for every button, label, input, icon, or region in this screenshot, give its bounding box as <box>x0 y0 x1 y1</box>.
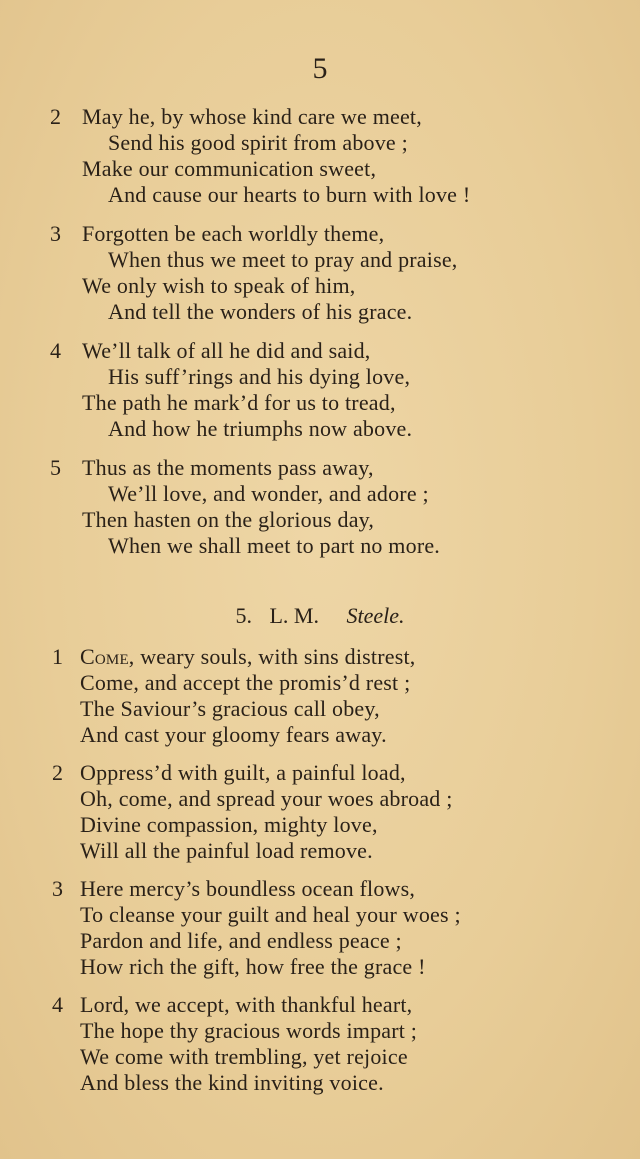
verse-line: Make our communication sweet, <box>82 156 377 181</box>
verse-line: Then hasten on the glorious day, <box>82 507 375 532</box>
verse-line: May he, by whose kind care we meet, <box>82 104 422 129</box>
verse-number: 2 <box>50 104 61 129</box>
verse-line: Come, and accept the promis’d rest ; <box>80 670 411 695</box>
verse-line: The Saviour’s gracious call obey, <box>80 696 380 721</box>
verse-line: And tell the wonders of his grace. <box>108 299 413 324</box>
verse-line: Will all the painful load remove. <box>80 838 373 863</box>
verse-line <box>80 644 416 670</box>
verse-line: When thus we meet to pray and praise, <box>108 247 458 272</box>
verse-line: Oppress’d with guilt, a painful load, <box>80 760 406 785</box>
hymn-number: 5. <box>235 603 252 628</box>
verse-line: We only wish to speak of him, <box>82 273 356 298</box>
verse-line: Pardon and life, and endless peace ; <box>80 928 402 953</box>
verse-line: The hope thy gracious words impart ; <box>80 1018 418 1043</box>
verse-line: Thus as the moments pass away, <box>82 455 374 480</box>
verse-line: And bless the kind inviting voice. <box>80 1070 384 1095</box>
verse-line: Send his good spirit from above ; <box>108 130 408 155</box>
verse-number: 3 <box>50 221 61 246</box>
verse-number: 4 <box>52 992 63 1017</box>
verse-line: We’ll love, and wonder, and adore ; <box>108 481 429 506</box>
verse-number: 2 <box>52 760 63 785</box>
hymn-author: Steele. <box>346 603 405 628</box>
verse-line: We come with trembling, yet rejoice <box>80 1044 408 1069</box>
hymn-meter: L. M. <box>269 603 319 628</box>
verse-line: Forgotten be each worldly theme, <box>82 221 385 246</box>
verse-line: The path he mark’d for us to tread, <box>82 390 396 415</box>
verse-line: Divine compassion, mighty love, <box>80 812 378 837</box>
page-number: 5 <box>312 52 328 85</box>
verse-line: When we shall meet to part no more. <box>108 533 441 558</box>
verse-number: 5 <box>50 455 61 480</box>
verse-line: Oh, come, and spread your woes abroad ; <box>80 786 453 811</box>
verse-line: And how he triumphs now above. <box>108 416 413 441</box>
verse-number: 4 <box>50 338 61 363</box>
verse-line: And cast your gloomy fears away. <box>80 722 387 747</box>
verse-line: Lord, we accept, with thankful heart, <box>80 992 413 1017</box>
verse-line: And cause our hearts to burn with love ! <box>108 182 471 207</box>
first-word: Come, <box>80 644 135 669</box>
verse-number: 1 <box>52 644 63 669</box>
verse-line: His suff’rings and his dying love, <box>108 364 411 389</box>
verse-line: How rich the gift, how free the grace ! <box>80 954 426 979</box>
verse-line: Here mercy’s boundless ocean flows, <box>80 876 416 901</box>
verse-number: 3 <box>52 876 63 901</box>
verse-line-rest: weary souls, with sins distrest, <box>134 644 416 669</box>
hymn-heading <box>0 603 640 629</box>
verse-line: We’ll talk of all he did and said, <box>82 338 371 363</box>
verse-line: To cleanse your guilt and heal your woes ; <box>80 902 461 927</box>
